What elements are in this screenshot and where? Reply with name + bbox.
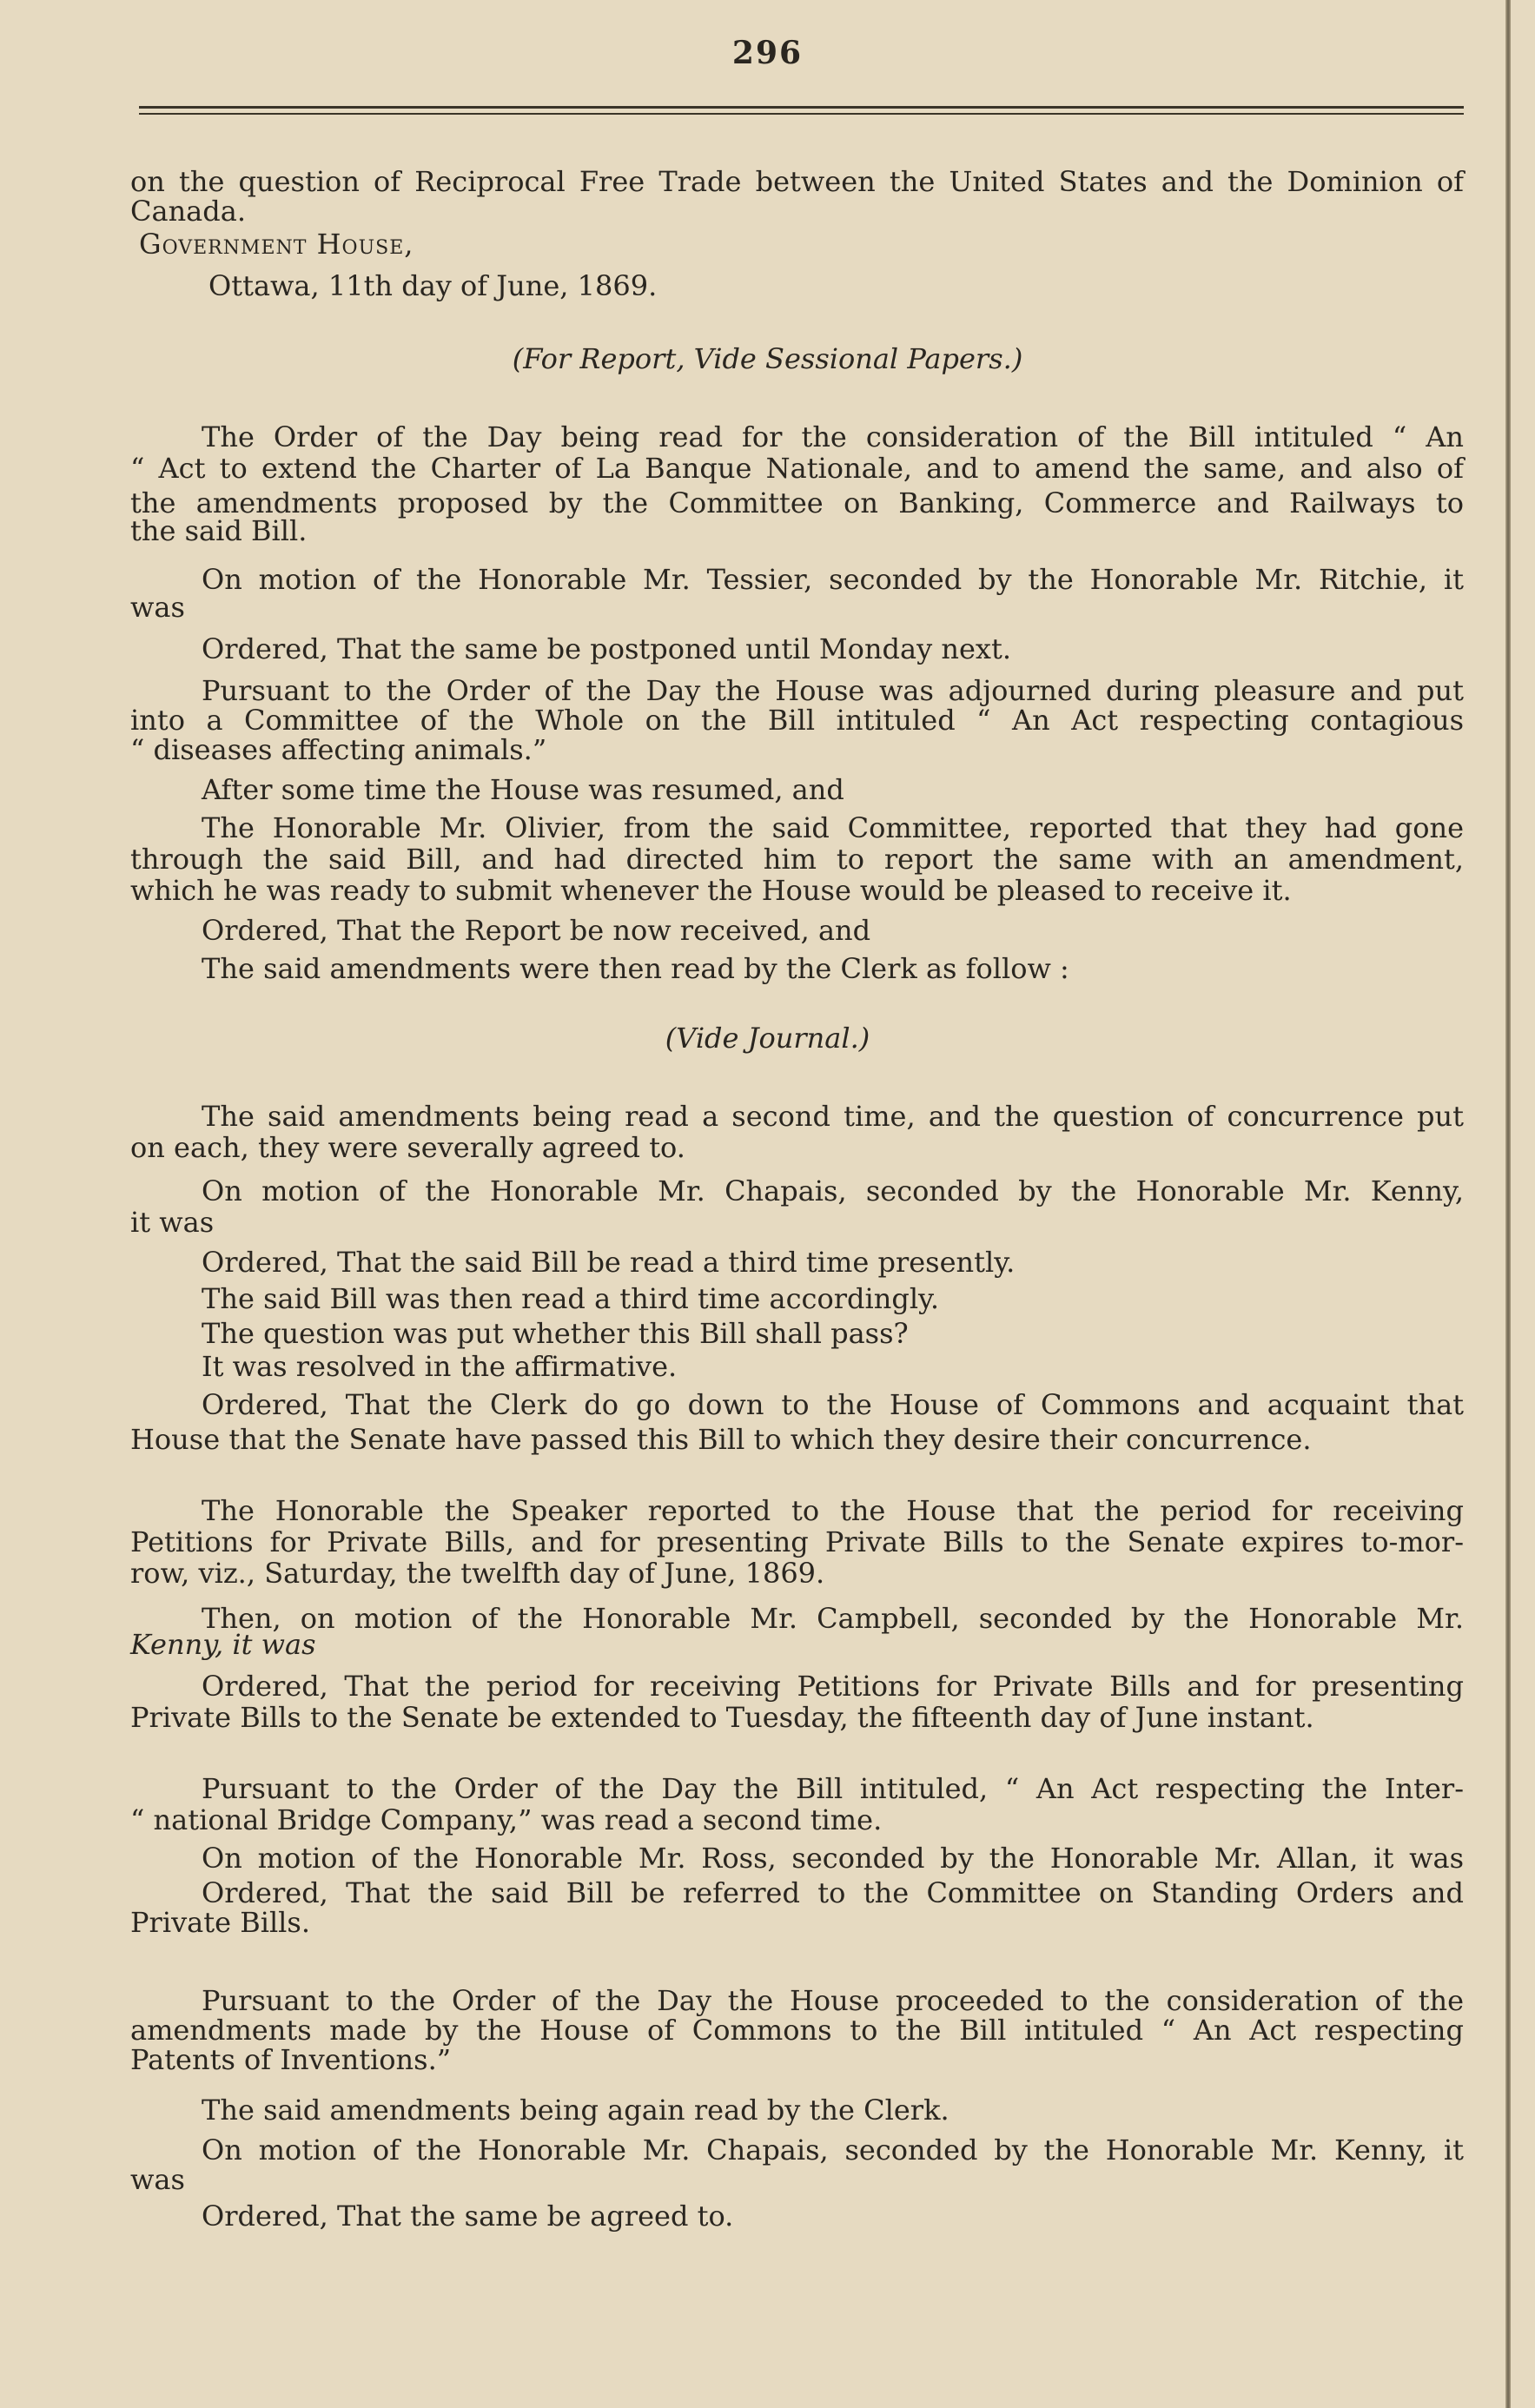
text-line: The question was put whether this Bill shall pass? xyxy=(202,1317,909,1350)
text-line: House that the Senate have passed this Bill to which they desire their concurrence. xyxy=(130,1423,1312,1456)
text-line: through the said Bill, and had directed him to report the same with an amendment, xyxy=(130,843,1464,876)
text-line: on each, they were severally agreed to. xyxy=(130,1131,685,1164)
text-line: into a Committee of the Whole on the Bill intituled “ An Act respecting contagious xyxy=(130,704,1464,737)
text-line: was xyxy=(130,591,185,624)
text-line: On motion of the Honorable Mr. Chapais, seconded by the Honorable Mr. Kenny, xyxy=(202,1174,1464,1207)
text-line: amendments made by the House of Commons to the Bill intituled “ An Act respecting xyxy=(130,2014,1464,2047)
text-line: The said amendments being again read by the Clerk. xyxy=(202,2094,949,2127)
text-line: It was resolved in the affirmative. xyxy=(202,1350,678,1383)
text-line: Petitions for Private Bills, and for presenting Private Bills to the Senate expires to-mor- xyxy=(130,1525,1464,1558)
text-line: The Order of the Day being read for the consideration of the Bill intituled “ An xyxy=(202,420,1464,453)
text-line: Ordered, That the said Bill be referred to the Committee on Standing Orders and xyxy=(202,1876,1464,1909)
text-line: the amendments proposed by the Committee on Banking, Commerce and Railways to xyxy=(130,486,1464,519)
text-line: Patents of Inventions.” xyxy=(130,2043,452,2076)
text-line: On motion of the Honorable Mr. Tessier, seconded by the Honorable Mr. Ritchie, it xyxy=(202,563,1464,596)
page-number: 296 xyxy=(731,35,804,71)
text-line: The said amendments being read a second time, and the question of concurrence put xyxy=(202,1100,1464,1133)
journal-reference: (Vide Journal.) xyxy=(665,1022,870,1055)
text-line: Ordered, That the Report be now received, and xyxy=(202,914,871,947)
text-line: Ordered, That the same be agreed to. xyxy=(202,2200,734,2233)
text-line: on the question of Reciprocal Free Trade between the United States and the Dominion of xyxy=(130,165,1464,198)
text-line: The said Bill was then read a third time accordingly. xyxy=(202,1282,940,1315)
text-line: “ national Bridge Company,” was read a second time. xyxy=(130,1803,883,1836)
text-line: row, viz., Saturday, the twelfth day of June, 1869. xyxy=(130,1557,825,1590)
text-line: The Honorable the Speaker reported to the House that the period for receiving xyxy=(202,1494,1464,1527)
text-line: it was xyxy=(130,1206,215,1239)
text-line: “ diseases affecting animals.” xyxy=(130,733,547,766)
text-line: Private Bills to the Senate be extended to Tuesday, the fifteenth day of June instant. xyxy=(130,1701,1314,1734)
text-line: Ordered, That the Clerk do go down to the House of Commons and acquaint that xyxy=(202,1388,1464,1421)
text-line: the said Bill. xyxy=(130,514,308,547)
sessional-papers-reference: (For Report, Vide Sessional Papers.) xyxy=(512,342,1023,375)
text-line: The said amendments were then read by the Clerk as follow : xyxy=(202,952,1069,985)
text-line: Pursuant to the Order of the Day the House was adjourned during pleasure and put xyxy=(202,674,1464,707)
text-line: Then, on motion of the Honorable Mr. Campbell, seconded by the Honorable Mr. xyxy=(202,1602,1464,1635)
text-line: was xyxy=(130,2163,185,2196)
header-double-rule xyxy=(139,106,1464,118)
text-line: “ Act to extend the Charter of La Banque Nationale, and to amend the same, and also of xyxy=(130,452,1464,485)
text-line: Pursuant to the Order of the Day the Bill intituled, “ An Act respecting the Inter- xyxy=(202,1772,1464,1805)
text-line: On motion of the Honorable Mr. Chapais, seconded by the Honorable Mr. Kenny, it xyxy=(202,2133,1464,2167)
text-line: On motion of the Honorable Mr. Ross, seconded by the Honorable Mr. Allan, it was xyxy=(202,1842,1464,1875)
text-line: Pursuant to the Order of the Day the House proceeded to the consideration of the xyxy=(202,1984,1464,2017)
text-line: The Honorable Mr. Olivier, from the said Committee, reported that they had gone xyxy=(202,811,1464,844)
text-line: Ordered, That the said Bill be read a third time presently. xyxy=(202,1246,1016,1279)
text-line: which he was ready to submit whenever the House would be pleased to receive it. xyxy=(130,874,1292,907)
text-line: Ordered, That the same be postponed until Monday next. xyxy=(202,632,1011,665)
text-line: After some time the House was resumed, and xyxy=(202,773,844,806)
text-line: Private Bills. xyxy=(130,1906,310,1939)
text-line: Kenny, it was xyxy=(130,1628,316,1661)
signature-location: Government House, xyxy=(139,228,414,261)
text-line: Canada. xyxy=(130,195,246,228)
signature-date: Ottawa, 11th day of June, 1869. xyxy=(208,269,658,302)
text-line: Ordered, That the period for receiving Petitions for Private Bills and for presenting xyxy=(202,1670,1464,1703)
